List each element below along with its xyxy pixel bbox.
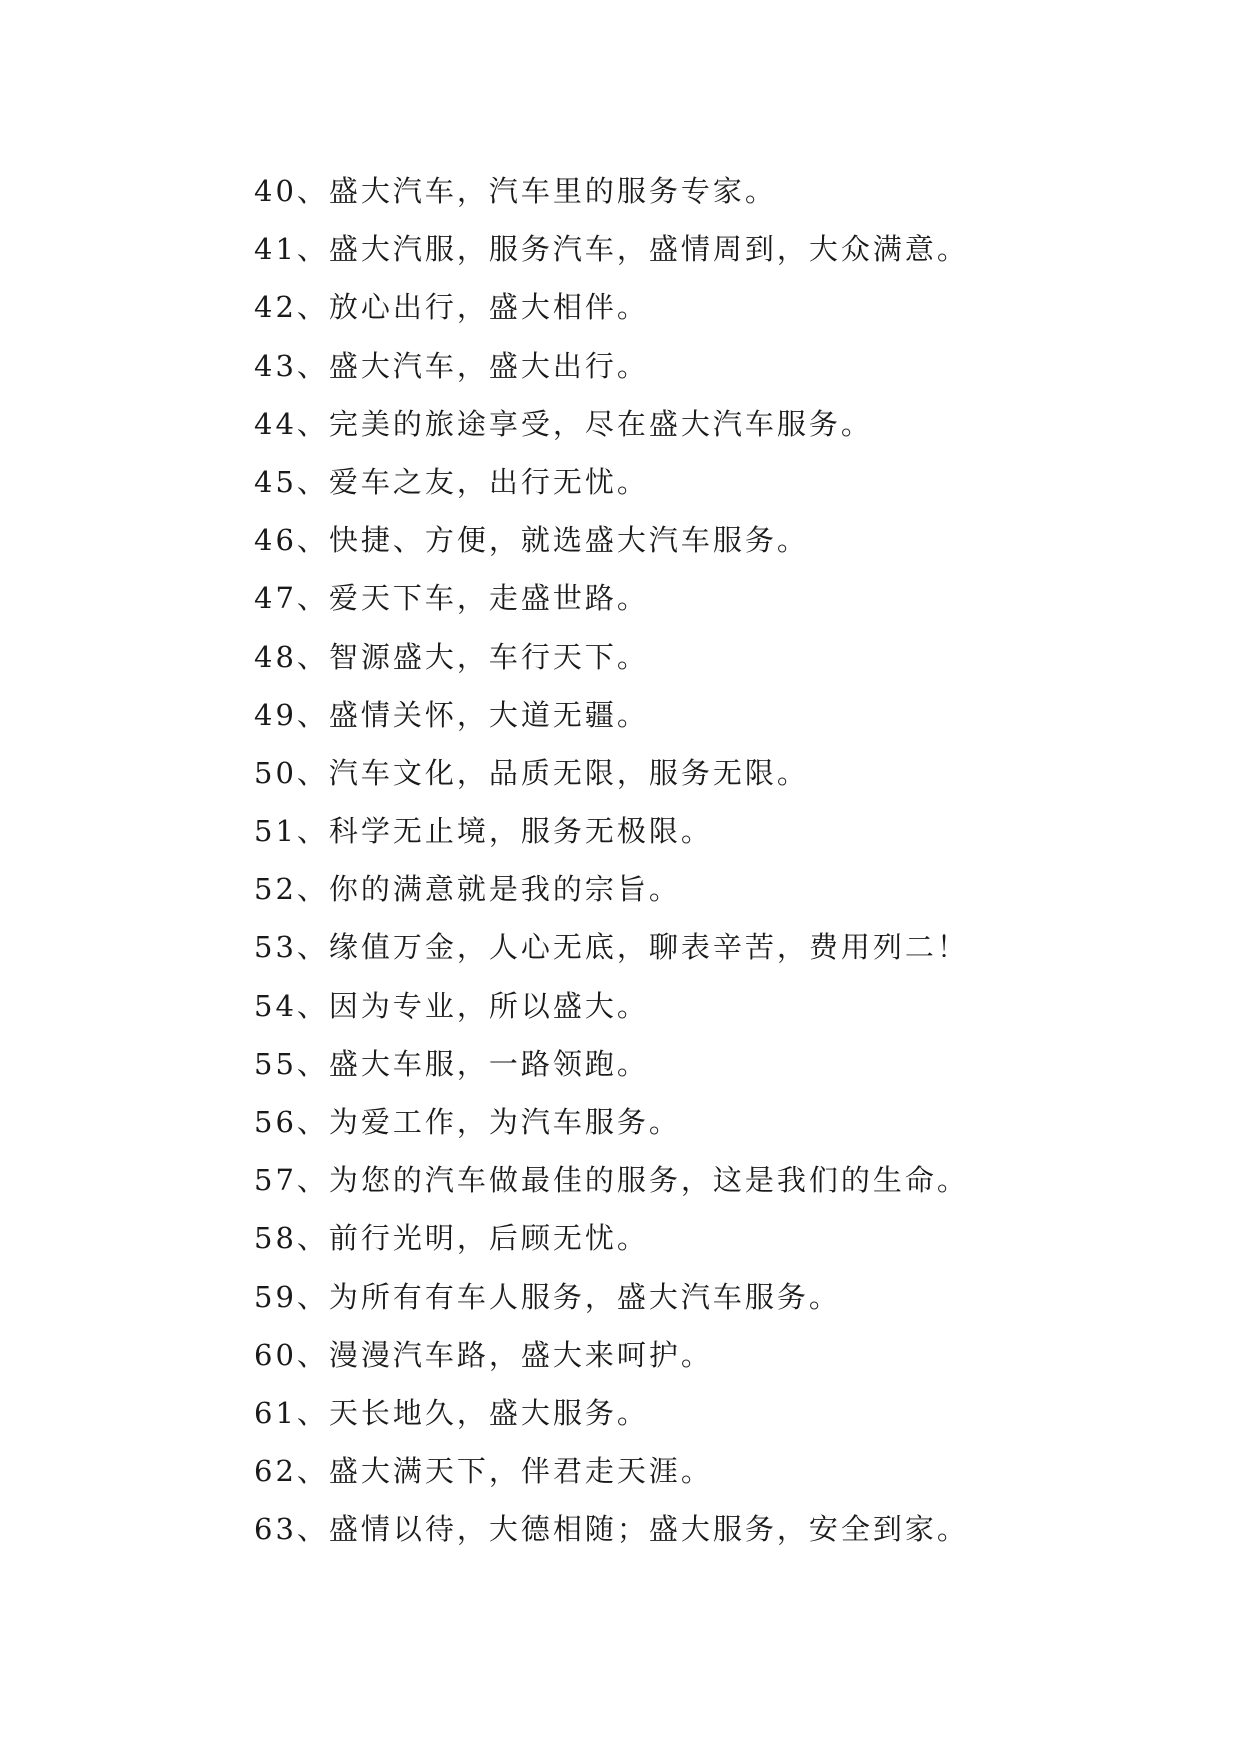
slogan-line: 47、爱天下车，走盛世路。 — [254, 581, 649, 616]
slogan-line: 57、为您的汽车做最佳的服务，这是我们的生命。 — [254, 1163, 969, 1198]
slogan-line: 63、盛情以待，大德相随；盛大服务，安全到家。 — [254, 1512, 969, 1547]
slogan-line: 51、科学无止境，服务无极限。 — [254, 814, 713, 849]
slogan-line: 60、漫漫汽车路，盛大来呵护。 — [254, 1337, 713, 1372]
slogan-line: 59、为所有有车人服务，盛大汽车服务。 — [254, 1279, 841, 1314]
slogan-line: 41、盛大汽服，服务汽车，盛情周到，大众满意。 — [254, 232, 969, 267]
slogan-line: 52、你的满意就是我的宗旨。 — [254, 872, 681, 907]
slogan-line: 48、智源盛大，车行天下。 — [254, 639, 649, 674]
slogan-line: 62、盛大满天下，伴君走天涯。 — [254, 1454, 713, 1489]
slogan-line: 40、盛大汽车，汽车里的服务专家。 — [254, 174, 777, 208]
slogan-line: 46、快捷、方便，就选盛大汽车服务。 — [254, 523, 809, 558]
slogan-list — [254, 162, 969, 1559]
slogan-line: 42、放心出行，盛大相伴。 — [254, 290, 649, 325]
slogan-line: 61、天长地久，盛大服务。 — [254, 1395, 649, 1430]
slogan-line: 49、盛情关怀，大道无疆。 — [254, 697, 649, 732]
slogan-line: 53、缘值万金，人心无底，聊表辛苦，费用列二！ — [254, 930, 969, 965]
slogan-line: 50、汽车文化，品质无限，服务无限。 — [254, 755, 809, 790]
slogan-line: 45、爱车之友，出行无忧。 — [254, 464, 649, 499]
slogan-line: 43、盛大汽车，盛大出行。 — [254, 348, 649, 383]
slogan-line: 55、盛大车服，一路领跑。 — [254, 1046, 649, 1081]
slogan-line: 56、为爱工作，为汽车服务。 — [254, 1105, 681, 1139]
slogan-line: 58、前行光明，后顾无忧。 — [254, 1221, 649, 1256]
slogan-line: 44、完美的旅途享受，尽在盛大汽车服务。 — [254, 406, 873, 441]
slogan-line: 54、因为专业，所以盛大。 — [254, 988, 649, 1023]
